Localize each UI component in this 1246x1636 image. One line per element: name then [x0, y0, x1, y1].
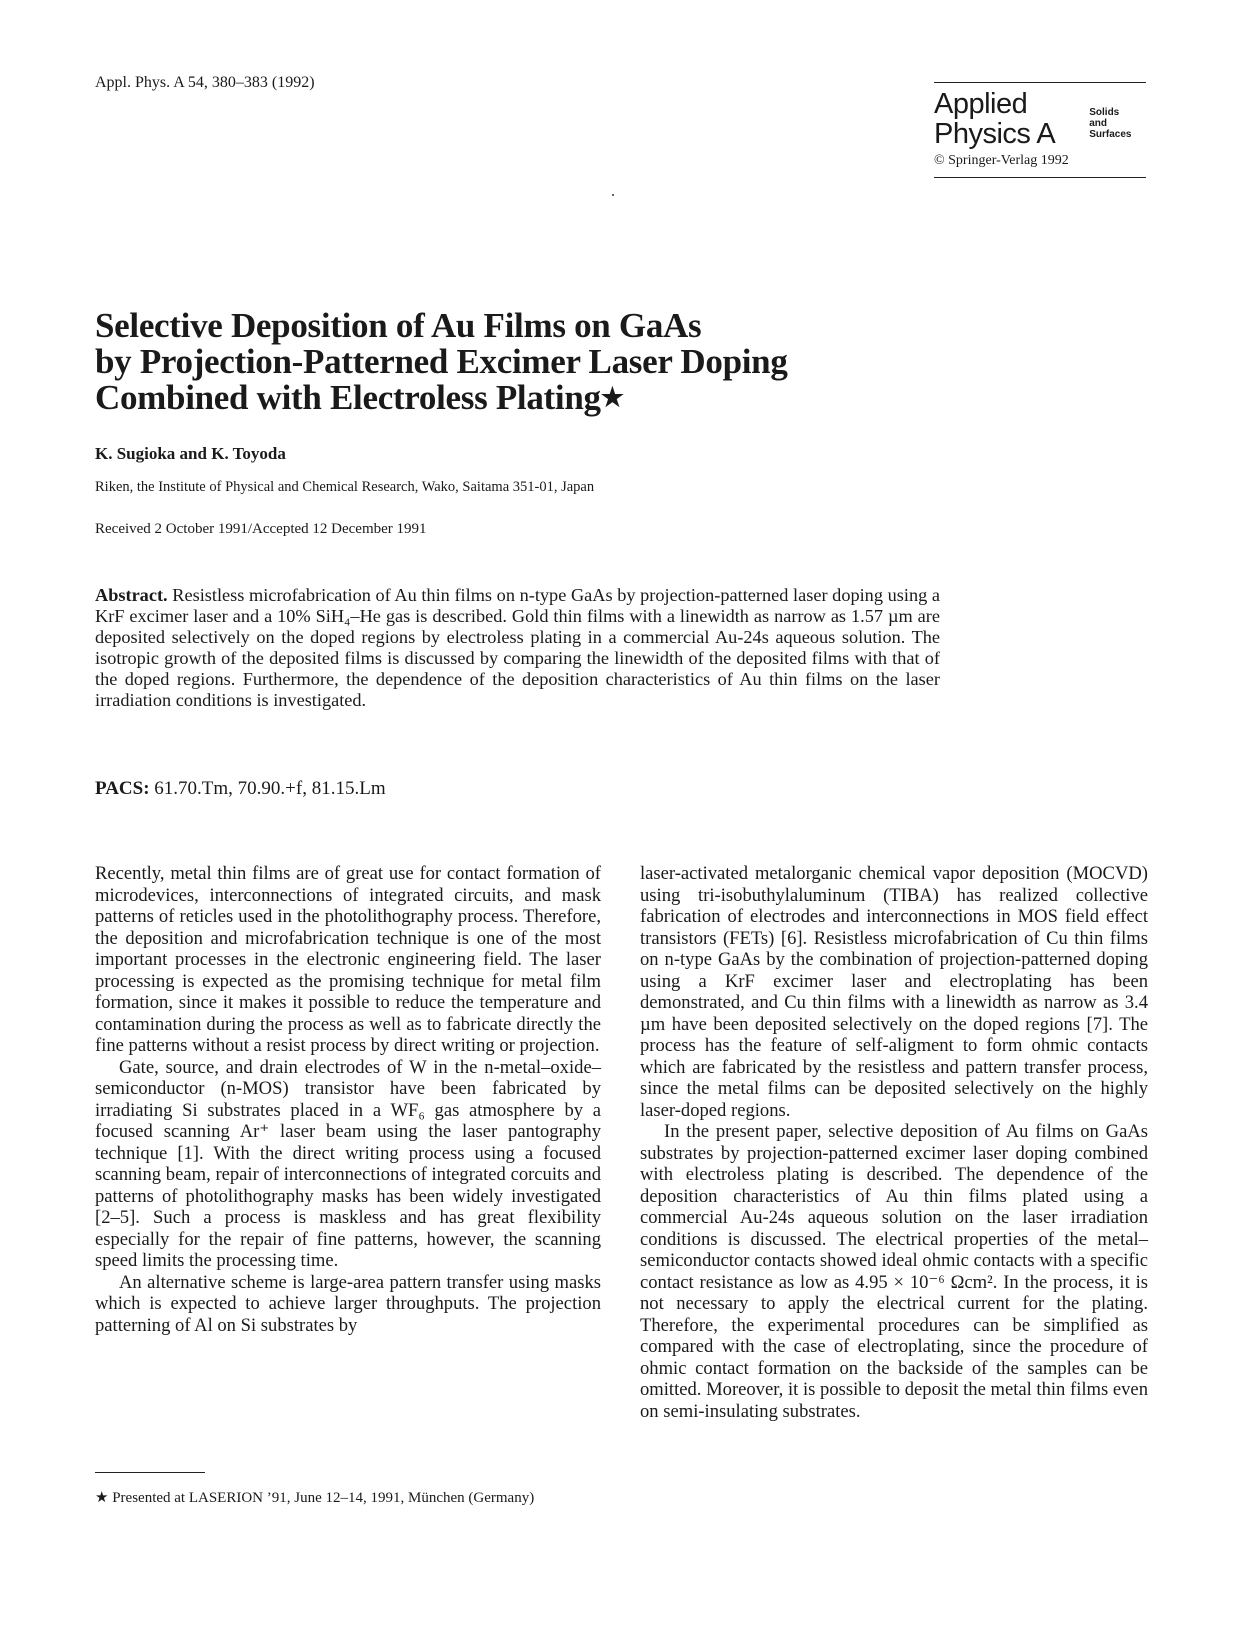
- paragraph: Recently, metal thin films are of great use for contact formation of microdevices, interconnections of integrated circuits, and mask patterns of reticles used in the photolithography process. Therefore, the deposition and microfabrication technique is one of the most important processes in the electronic engineering field. The laser processing is expected as the promising technique for metal film formation, since it makes it possible to reduce the temperature and contamination during the process as well as to fabricate directly the fine patterns without a resist process by direct writing or projection.: [95, 863, 601, 1056]
- journal-citation: Appl. Phys. A 54, 380–383 (1992): [95, 74, 315, 91]
- affiliation: Riken, the Institute of Physical and Chemical Research, Wako, Saitama 351-01, Japan: [95, 479, 595, 495]
- logo-wordmark: [934, 89, 1055, 149]
- logo-line-applied: Applied: [934, 88, 1028, 120]
- paragraph: An alternative scheme is large-area pattern transfer using masks which is expected to achieve larger throughputs. The projection patterning of Al on Si substrates by: [95, 1271, 601, 1336]
- paragraph: In the present paper, selective deposition of Au films on GaAs substrates by projection-patterned excimer laser doping combined with electroless plating is described. The dependence of the deposition characteristics of Au thin films plated using a commercial Au-24s aqueous solution on the laser irradiation conditions is discussed. The electrical properties of the metal–semiconductor contacts showed ideal ohmic contacts with a specific contact resistance as low as 4.95 × 10⁻⁶ Ωcm². In the process, it is not necessary to apply the electrical current for the plating. Therefore, the experimental procedures can be simplified as compared with the case of electroplating, since the procedure of ohmic contact formation on the backside of the samples can be omitted. Moreover, it is possible to deposit the metal thin films even on semi-insulating substrates.: [640, 1121, 1148, 1422]
- logo-line-physics: Physics A: [934, 118, 1056, 150]
- paragraph: laser-activated metalorganic chemical vapor deposition (MOCVD) using tri-isobuthylaluminum (TIBA) has realized collective fabrication of electrodes and interconnections in MOS field effect transistors (FETs) [6]. Resistless microfabrication of Cu thin films on n-type GaAs by the combination of projection-patterned doping using a KrF excimer laser and electroplating has been demonstrated, and Cu thin films with a linewidth as narrow as 3.4 µm have been deposited selectively on the doped regions [7]. The process has the feature of self-aligment to form ohmic contacts which are fabricated by the resistless and pattern transfer process, since the metal films can be deposited selectively on the highly laser-doped regions.: [640, 863, 1148, 1121]
- title-line-1: Selective Deposition of Au Films on GaAs: [95, 306, 702, 345]
- received-dates: Received 2 October 1991/Accepted 12 December 1991: [95, 521, 427, 537]
- body-column-right: [640, 863, 1148, 1422]
- scan-speck: [612, 194, 614, 196]
- pacs-text: 61.70.Tm, 70.90.+f, 81.15.Lm: [154, 778, 386, 799]
- abstract-label: Abstract.: [95, 585, 168, 605]
- footnote-star: ★: [600, 383, 624, 412]
- paragraph: Gate, source, and drain electrodes of W in the n-metal–oxide–semiconductor (n-MOS) transistor have been fabricated by irradiating Si substrates placed in a WF₆ gas atmosphere by a focused scanning Ar⁺ laser beam using the laser pantography technique [1]. With the direct writing process using a focused scanning beam, repair of interconnections of integrated corcuits and patterns of photolithography masks has been widely investigated [2–5]. Such a process is maskless and has great flexibility especially for the repair of fine patterns, however, the scanning speed limits the processing time.: [95, 1056, 601, 1271]
- abstract: [95, 585, 940, 711]
- journal-logo: [934, 82, 1146, 178]
- footnote: ★ Presented at LASERION ’91, June 12–14, 1991, München (Germany): [95, 1490, 535, 1506]
- copyright-notice: © Springer-Verlag 1992: [934, 153, 1069, 168]
- body-column-left: [95, 863, 601, 1336]
- footnote-rule: [95, 1472, 205, 1473]
- logo-bottom-rule: [934, 177, 1146, 178]
- title-line-3: Combined with Electroless Plating★: [95, 378, 624, 417]
- pacs-codes: [95, 778, 386, 800]
- title-line-2: by Projection-Patterned Excimer Laser Doping: [95, 342, 788, 381]
- pacs-label: PACS:: [95, 778, 150, 799]
- logo-top-rule: [934, 82, 1146, 83]
- paper-title: [95, 308, 895, 416]
- author-list: K. Sugioka and K. Toyoda: [95, 444, 286, 463]
- logo-subtitle: Solids and Surfaces: [1089, 107, 1132, 140]
- abstract-text: Resistless microfabrication of Au thin films on n-type GaAs by projection-patterned laser doping using a KrF excimer laser and a 10% SiH₄–He gas is described. Gold thin films with a linewidth as narrow as 1.57 µm are deposited selectively on the doped regions by electroless plating in a commercial Au-24s aqueous solution. The isotropic growth of the deposited films is discussed by comparing the linewidth of the deposited films with that of the doped regions. Furthermore, the dependence of the deposition characteristics of Au thin films on the laser irradiation conditions is investigated.: [95, 585, 940, 710]
